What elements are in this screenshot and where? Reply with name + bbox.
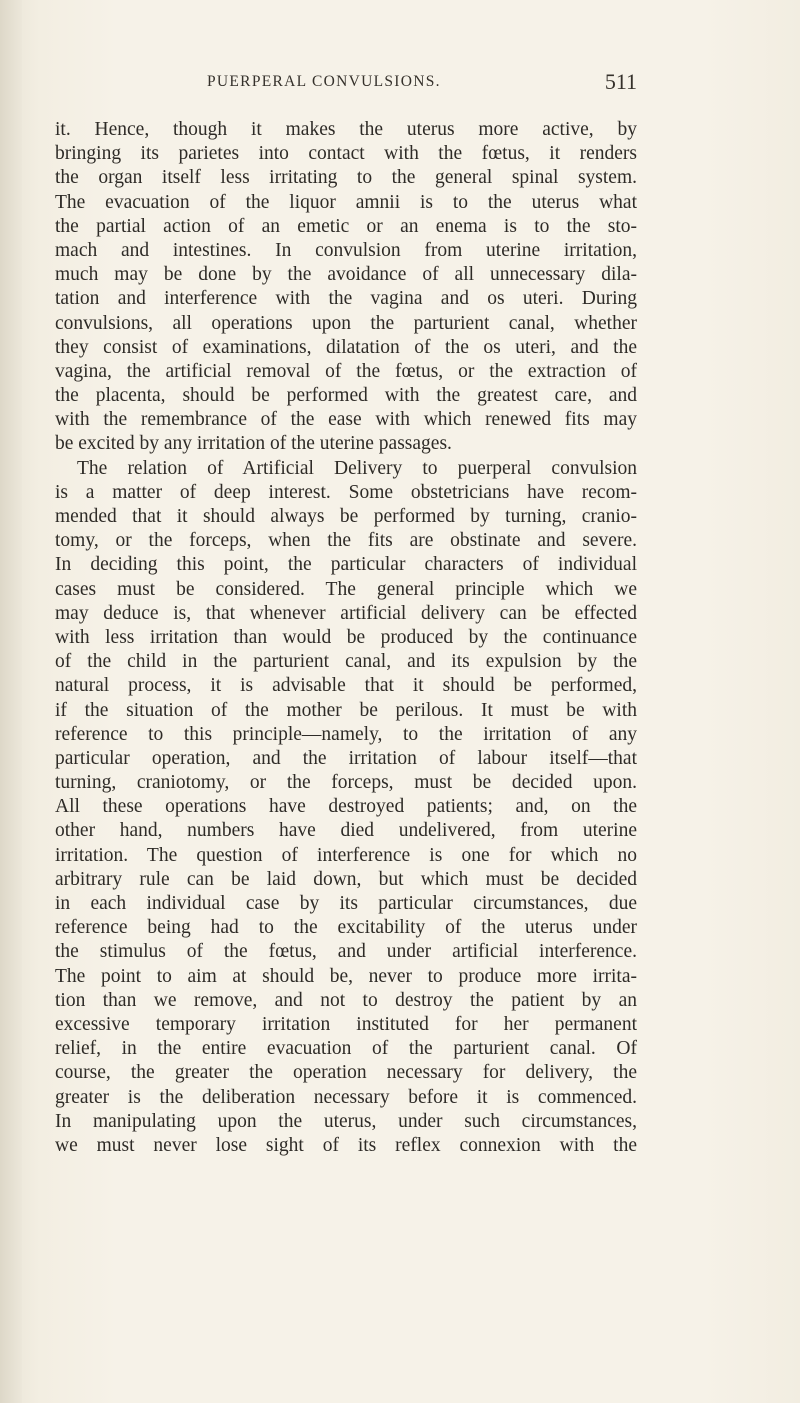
text-line: reference to this principle—namely, to the irritation of any [55, 723, 637, 745]
text-line: the placenta, should be performed with the greatest care, and [55, 385, 637, 407]
text-line: may deduce is, that whenever artificial delivery can be effected [55, 602, 637, 624]
text-line: convulsions, all operations upon the parturient canal, whether [55, 312, 637, 334]
text-line: relief, in the entire evacuation of the parturient canal. Of [55, 1038, 637, 1060]
text-line: course, the greater the operation necessary for delivery, the [55, 1062, 637, 1084]
text-line: mach and intestines. In convulsion from uterine irritation, [55, 239, 637, 261]
text-line: tation and interference with the vagina and os uteri. During [55, 288, 637, 310]
text-line: much may be done by the avoidance of all unnecessary dila- [55, 264, 637, 286]
text-line: In manipulating upon the uterus, under such circumstances, [55, 1110, 637, 1132]
text-line: excessive temporary irritation instituted for her permanent [55, 1013, 637, 1035]
text-line: be excited by any irritation of the uterine passages. [55, 433, 452, 455]
text-line: turning, craniotomy, or the forceps, must be decided upon. [55, 772, 637, 794]
text-line: mended that it should always be performed by turning, cranio- [55, 506, 637, 527]
text-line: is a matter of deep interest. Some obstetricians have recom- [55, 481, 637, 503]
text-line: natural process, it is advisable that it should be performed, [55, 675, 637, 697]
text-line: of the child in the parturient canal, and its expulsion by the [55, 651, 637, 673]
text-line: arbitrary rule can be laid down, but which must be decided [55, 868, 637, 890]
text-line: tion than we remove, and not to destroy the patient by an [55, 989, 637, 1011]
text-line: greater is the deliberation necessary before it is commenced. [55, 1086, 637, 1108]
text-line: the stimulus of the fœtus, and under artificial interference. [55, 941, 637, 963]
text-line: if the situation of the mother be perilous. It must be with [55, 699, 637, 721]
text-line: we must never lose sight of its reflex connexion with the [55, 1134, 637, 1156]
text-line: the organ itself less irritating to the general spinal system. [55, 167, 637, 189]
running-head: PUERPERAL CONVULSIONS. [207, 73, 441, 90]
text-line: The point to aim at should be, never to produce more irrita- [55, 965, 637, 987]
text-line: reference being had to the excitability of the uterus under [55, 917, 637, 939]
text-line: the partial action of an emetic or an enema is to the sto- [55, 215, 637, 237]
text-line: particular operation, and the irritation of labour itself—that [55, 747, 637, 769]
page-header [207, 69, 637, 103]
text-line: in each individual case by its particular circumstances, due [55, 893, 637, 914]
text-line: bringing its parietes into contact with the fœtus, it renders [55, 143, 637, 165]
text-line: other hand, numbers have died undelivered, from uterine [55, 820, 637, 842]
text-line: it. Hence, though it makes the uterus more active, by [55, 119, 637, 140]
text-line: The evacuation of the liquor amnii is to the uterus what [55, 191, 637, 213]
text-line: they consist of examinations, dilatation of the os uteri, and the [55, 336, 637, 358]
text-line: cases must be considered. The general principle which we [55, 578, 637, 600]
text-line: with less irritation than would be produced by the continuance [55, 626, 637, 648]
text-line: tomy, or the forceps, when the fits are obstinate and severe. [55, 530, 637, 552]
text-line: with the remembrance of the ease with which renewed fits may [55, 409, 637, 431]
text-line: All these operations have destroyed patients; and, on the [55, 796, 637, 818]
text-line: In deciding this point, the particular characters of individual [55, 554, 637, 576]
page-gutter [0, 0, 22, 1403]
text-line: The relation of Artificial Delivery to puerperal convulsion [77, 457, 637, 479]
text-line: vagina, the artificial removal of the fœtus, or the extraction of [55, 360, 637, 382]
text-line: irritation. The question of interference is one for which no [55, 844, 637, 866]
body-text [55, 118, 637, 1158]
page-number: 511 [604, 69, 637, 94]
